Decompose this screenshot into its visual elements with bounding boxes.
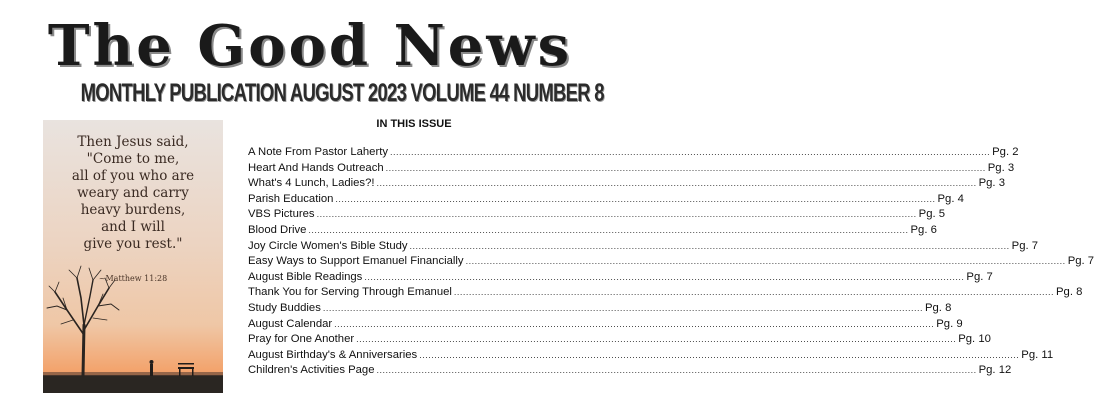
toc-leader-dots: ........................................................................................................................................................................................................ — [364, 271, 965, 282]
toc-leader-dots: ........................................................................................................................................................................................................ — [376, 178, 977, 189]
verse-line: heavy burdens, — [80, 202, 186, 218]
verse-line: weary and carry — [77, 185, 189, 201]
verse-line: and I will — [101, 219, 165, 235]
toc-item[interactable] — [248, 192, 964, 209]
toc-item-page: Pg. 3 — [987, 161, 1015, 174]
verse-line: Then Jesus said, — [77, 134, 189, 150]
toc-item-title: August Bible Readings — [248, 270, 363, 283]
toc-leader-dots: ........................................................................................................................................................................................................ — [322, 302, 923, 313]
toc-item-title: August Birthday's & Anniversaries — [248, 348, 418, 361]
toc-item[interactable] — [248, 223, 937, 240]
toc-item-title: Study Buddies — [248, 301, 321, 314]
bible-verse — [43, 134, 223, 253]
toc-item[interactable] — [248, 348, 1054, 365]
publication-info: MONTHLY PUBLICATION AUGUST 2023 VOLUME 44 NUMBER 8 — [80, 79, 604, 107]
toc-item[interactable] — [248, 317, 963, 334]
toc-item-title: Easy Ways to Support Emanuel Financially — [248, 255, 464, 268]
verse-line: all of you who are — [71, 168, 195, 184]
toc-leader-dots: ........................................................................................................................................................................................................ — [453, 287, 1055, 298]
toc-item-title: Thank You for Serving Through Emanuel — [248, 286, 452, 299]
toc-item-page: Pg. 4 — [937, 192, 964, 205]
toc-item-page: Pg. 8 — [924, 301, 952, 314]
toc-leader-dots: ........................................................................................................................................................................................................ — [385, 162, 986, 173]
toc-leader-dots: ........................................................................................................................................................................................................ — [316, 209, 917, 220]
toc-leader-dots: ........................................................................................................................................................................................................ — [409, 240, 1010, 251]
toc-leader-dots: ........................................................................................................................................................................................................ — [334, 318, 935, 329]
toc-item-title: Children's Activities Page — [248, 364, 375, 377]
toc-item[interactable] — [248, 239, 1039, 256]
toc-item-title: Heart And Hands Outreach — [248, 161, 384, 174]
toc-list — [248, 146, 1094, 380]
toc-item-title: Blood Drive — [248, 223, 307, 236]
toc-item-page: Pg. 7 — [1067, 255, 1094, 268]
toc-item[interactable] — [248, 333, 991, 349]
toc-item[interactable] — [248, 270, 993, 287]
toc-item-title: Joy Circle Women's Bible Study — [248, 239, 408, 252]
toc-item-page: Pg. 12 — [978, 364, 1012, 377]
toc-leader-dots: ........................................................................................................................................................................................................ — [376, 365, 977, 376]
toc-item-page: Pg. 8 — [1056, 286, 1083, 299]
toc-item-title: A Note From Pastor Laherty — [248, 146, 389, 158]
toc-item-title: What's 4 Lunch, Ladies?! — [248, 177, 375, 190]
toc-leader-dots: ........................................................................................................................................................................................................ — [390, 147, 991, 157]
toc-item-title: Parish Education — [248, 192, 334, 205]
verse-line: give you rest." — [83, 236, 183, 252]
toc-item[interactable] — [248, 146, 1019, 162]
table-of-contents — [248, 118, 1094, 380]
toc-item[interactable] — [248, 286, 1083, 302]
newsletter-title: The Good News — [47, 13, 573, 79]
toc-leader-dots: ........................................................................................................................................................................................................ — [308, 224, 909, 235]
toc-item-title: VBS Pictures — [248, 208, 315, 221]
toc-item[interactable] — [248, 364, 1012, 380]
toc-item[interactable] — [248, 301, 952, 318]
verse-citation: ~Matthew 11:28 — [98, 274, 168, 283]
toc-item[interactable] — [248, 177, 1005, 193]
toc-leader-dots: ........................................................................................................................................................................................................ — [356, 334, 957, 345]
verse-line: "Come to me, — [86, 151, 180, 167]
toc-heading: IN THIS ISSUE — [376, 118, 452, 130]
toc-leader-dots: ........................................................................................................................................................................................................ — [465, 256, 1066, 267]
toc-item[interactable] — [248, 255, 1094, 271]
toc-item[interactable] — [248, 208, 946, 224]
toc-item-page: Pg. 10 — [958, 333, 991, 346]
toc-item-page: Pg. 2 — [992, 146, 1019, 158]
toc-item-title: August Calendar — [248, 317, 333, 330]
toc-leader-dots: ........................................................................................................................................................................................................ — [335, 193, 936, 204]
cover-image — [43, 120, 223, 393]
toc-item-title: Pray for One Another — [248, 333, 355, 346]
toc-item-page: Pg. 7 — [1011, 239, 1039, 252]
toc-item-page: Pg. 5 — [918, 208, 946, 221]
toc-item[interactable] — [248, 161, 1015, 178]
toc-item-page: Pg. 7 — [966, 270, 993, 283]
toc-leader-dots: ........................................................................................................................................................................................................ — [419, 349, 1020, 360]
toc-item-page: Pg. 11 — [1021, 348, 1054, 361]
toc-item-page: Pg. 3 — [978, 177, 1005, 190]
toc-item-page: Pg. 6 — [910, 223, 937, 236]
toc-item-page: Pg. 9 — [936, 317, 963, 330]
